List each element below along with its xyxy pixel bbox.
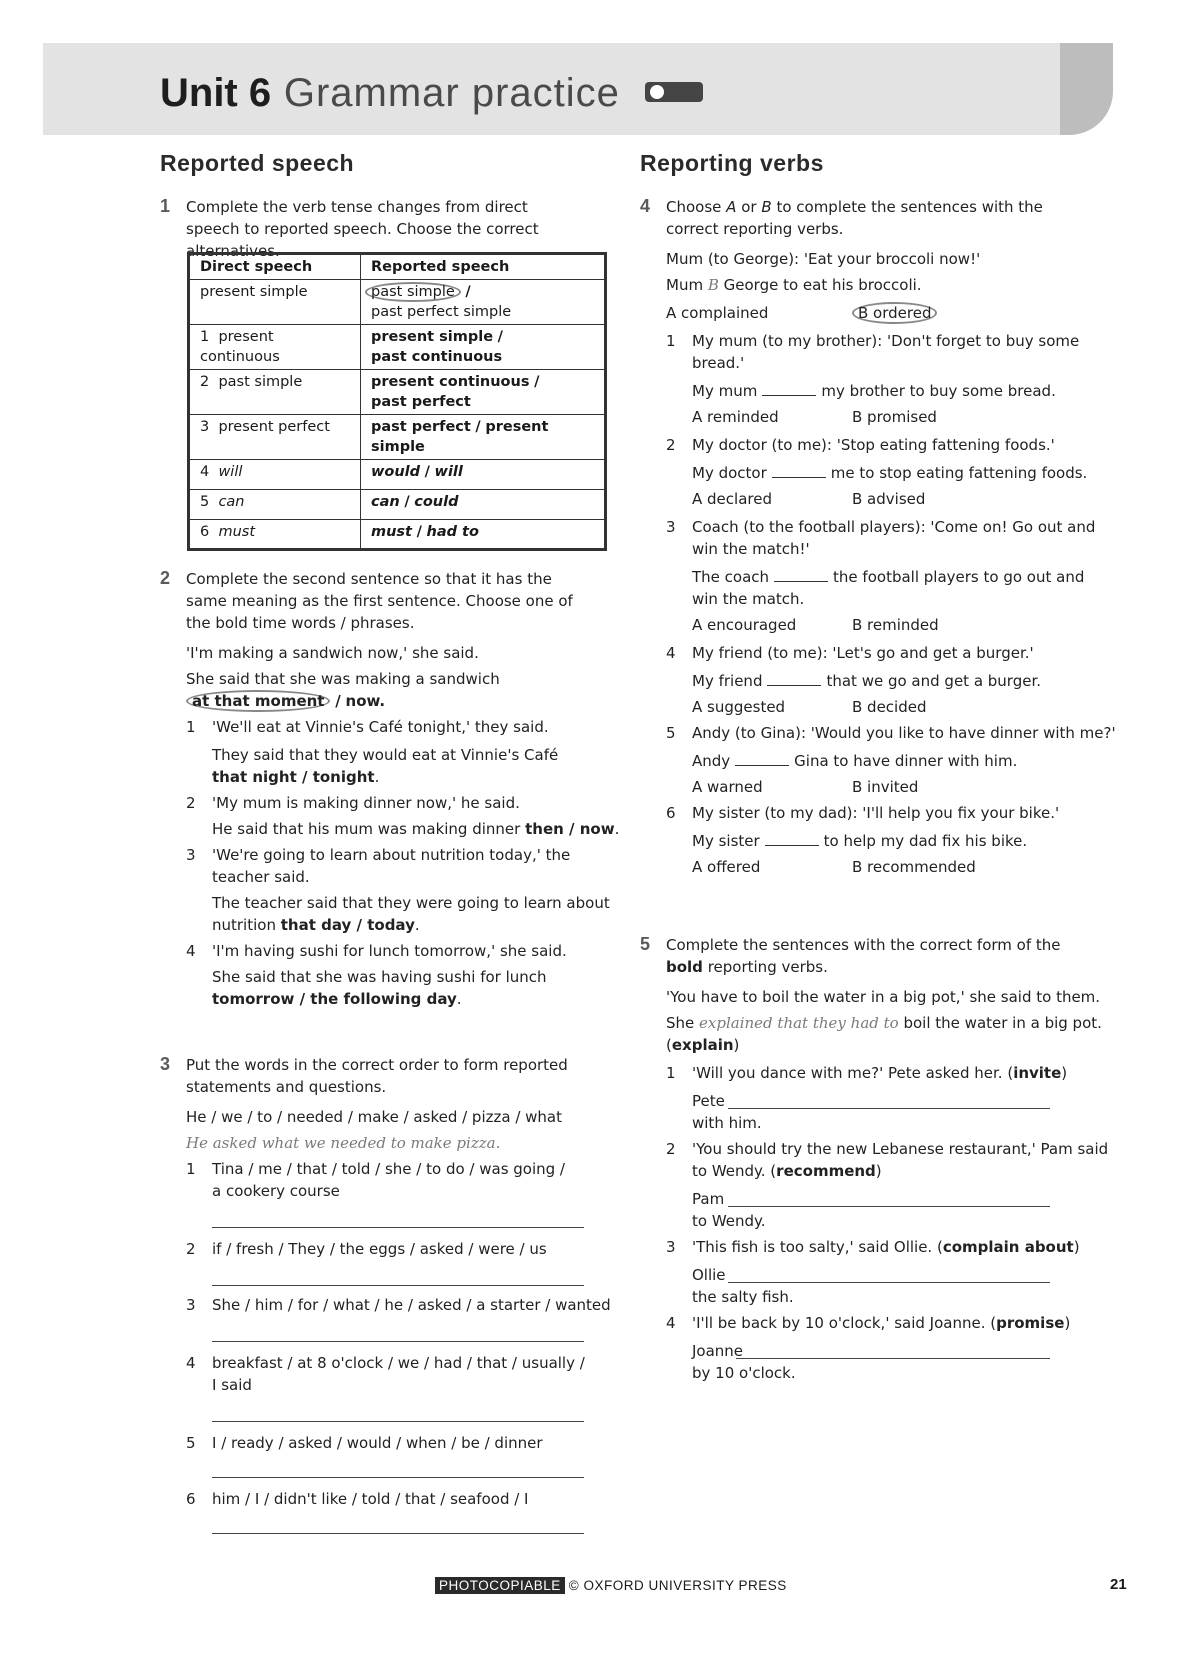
list-item: 6 My sister (to my dad): 'I'll help you fix your bike.' bbox=[666, 804, 1060, 822]
answer-line[interactable] bbox=[728, 1281, 1050, 1283]
exercise-number: 3 bbox=[160, 1054, 171, 1074]
answer-line[interactable] bbox=[736, 1357, 1050, 1359]
title-unit: Unit 6 bbox=[160, 71, 272, 115]
photocopiable-badge: PHOTOCOPIABLE bbox=[435, 1577, 565, 1594]
example-option-b[interactable]: B ordered bbox=[852, 302, 937, 324]
option-b[interactable]: B promised bbox=[852, 408, 937, 426]
cell-reported: must / had to bbox=[361, 520, 606, 550]
exercise-number: 4 bbox=[640, 196, 651, 216]
exercise-instruction: Complete the verb tense changes from direct speech to reported speech. Choose the correct alternatives. bbox=[186, 198, 539, 260]
table-row bbox=[189, 520, 606, 550]
answer-line[interactable] bbox=[212, 1340, 584, 1342]
option-b[interactable]: B reminded bbox=[852, 616, 939, 634]
option-b[interactable]: past perfect bbox=[371, 394, 471, 410]
item-end-words: by 10 o'clock. bbox=[692, 1364, 796, 1382]
example-answer: She said that she was making a sandwich bbox=[186, 670, 500, 688]
answer-blank[interactable] bbox=[765, 831, 819, 846]
list-item: 1 'Will you dance with me?' Pete asked her. (invite) bbox=[666, 1064, 1068, 1082]
option-a[interactable]: A offered bbox=[692, 858, 761, 876]
table-header-row bbox=[189, 254, 606, 280]
exercise-3 bbox=[160, 1054, 610, 1554]
table-row bbox=[189, 415, 606, 460]
item-answer: They said that they would eat at Vinnie's Café bbox=[212, 746, 559, 764]
list-item: 5 Andy (to Gina): 'Would you like to have dinner with me?' bbox=[666, 724, 1116, 742]
title-topic: Grammar practice bbox=[283, 71, 620, 115]
item-options: that night / tonight. bbox=[212, 768, 380, 786]
item-options: tomorrow / the following day. bbox=[212, 990, 462, 1008]
answer-line[interactable] bbox=[212, 1420, 584, 1422]
answer-blank[interactable] bbox=[735, 751, 789, 766]
option-a[interactable]: must bbox=[371, 524, 412, 540]
option-b[interactable]: had to bbox=[426, 524, 479, 540]
page-number: 21 bbox=[1110, 1576, 1127, 1593]
item-options: nutrition that day / today. bbox=[212, 916, 420, 934]
item-end-words: to Wendy. bbox=[692, 1212, 766, 1230]
item-question-cont: teacher said. bbox=[212, 868, 310, 886]
option-a[interactable]: A reminded bbox=[692, 408, 779, 426]
exercise-4 bbox=[640, 196, 1116, 916]
exercise-instruction: Choose A or B to complete the sentences with the correct reporting verbs. bbox=[666, 198, 1043, 238]
answer-line[interactable] bbox=[728, 1205, 1050, 1207]
list-item: 3 'This fish is too salty,' said Ollie. (complain about) bbox=[666, 1238, 1080, 1256]
option-a[interactable]: A declared bbox=[692, 490, 772, 508]
item-start-word: Pete bbox=[692, 1092, 725, 1110]
table-row bbox=[189, 490, 606, 520]
option-a[interactable]: present simple bbox=[371, 329, 494, 345]
option-a[interactable]: would bbox=[371, 464, 421, 480]
example-verb: (explain) bbox=[666, 1036, 740, 1054]
table-row bbox=[189, 280, 606, 325]
answer-blank[interactable] bbox=[767, 671, 821, 686]
circled-answer[interactable]: at that moment bbox=[186, 690, 330, 712]
option-b[interactable]: could bbox=[414, 494, 459, 510]
answer-line[interactable] bbox=[728, 1107, 1050, 1109]
list-item: 3 'We're going to learn about nutrition today,' the bbox=[186, 846, 571, 864]
example-option-a[interactable]: A complained bbox=[666, 304, 769, 322]
cell-direct: 2 past simple bbox=[189, 370, 361, 415]
item-end-words: the salty fish. bbox=[692, 1288, 794, 1306]
item-answer: She said that she was having sushi for lunch bbox=[212, 968, 547, 986]
option-b[interactable]: present simple bbox=[371, 419, 549, 455]
answer-line[interactable] bbox=[212, 1284, 584, 1286]
answer-blank[interactable] bbox=[774, 567, 828, 582]
option-b[interactable]: B advised bbox=[852, 490, 926, 508]
example-answer: She explained that they had to boil the water in a big pot. bbox=[666, 1014, 1102, 1032]
publisher-text: © OXFORD UNIVERSITY PRESS bbox=[568, 1578, 787, 1593]
table-header-reported: Reported speech bbox=[361, 254, 606, 280]
list-item: 6 him / I / didn't like / told / that / seafood / I bbox=[186, 1490, 529, 1508]
list-item: 5 I / ready / asked / would / when / be / dinner bbox=[186, 1434, 543, 1452]
exercise-number: 1 bbox=[160, 196, 171, 216]
list-item: 2 'My mum is making dinner now,' he said. bbox=[186, 794, 520, 812]
option-a[interactable]: present continuous bbox=[371, 374, 530, 390]
item-answer: He said that his mum was making dinner then / now. bbox=[212, 820, 620, 838]
list-item: 1 My mum (to my brother): 'Don't forget to buy some bbox=[666, 332, 1080, 350]
cell-reported: past simple / past perfect simple bbox=[361, 280, 606, 325]
list-item: 3 She / him / for / what / he / asked / a starter / wanted bbox=[186, 1296, 611, 1314]
section-heading-reporting-verbs: Reporting verbs bbox=[640, 150, 824, 176]
item-question-cont: to Wendy. (recommend) bbox=[692, 1162, 882, 1180]
cell-direct: 6 must bbox=[189, 520, 361, 550]
list-item: 2 if / fresh / They / the eggs / asked / were / us bbox=[186, 1240, 547, 1258]
cell-direct: present simple bbox=[189, 280, 361, 325]
item-end-words: with him. bbox=[692, 1114, 762, 1132]
tense-table bbox=[187, 252, 607, 551]
option-a[interactable]: A warned bbox=[692, 778, 763, 796]
option-b[interactable]: B recommended bbox=[852, 858, 976, 876]
cell-direct: 5 can bbox=[189, 490, 361, 520]
option-b[interactable]: B invited bbox=[852, 778, 919, 796]
cell-reported: present continuous / past perfect bbox=[361, 370, 606, 415]
header-corner-tab bbox=[1060, 43, 1113, 135]
exercise-instruction: Complete the sentences with the correct form of the bold reporting verbs. bbox=[666, 936, 1061, 976]
exercise-instruction: Complete the second sentence so that it has the same meaning as the first sentence. Choose one of the bold time words / phrases. bbox=[186, 570, 573, 632]
item-line-2: I said bbox=[212, 1376, 252, 1394]
cell-reported: can / could bbox=[361, 490, 606, 520]
cell-reported: present simple / past continuous bbox=[361, 325, 606, 370]
option-a[interactable]: A suggested bbox=[692, 698, 786, 716]
item-gap-sentence: My mum my brother to buy some bread. bbox=[692, 382, 1056, 400]
example-question: 'You have to boil the water in a big pot,' she said to them. bbox=[666, 988, 1101, 1006]
list-item: 2 'You should try the new Lebanese restaurant,' Pam said bbox=[666, 1140, 1109, 1158]
item-line-2: a cookery course bbox=[212, 1182, 340, 1200]
option-a[interactable]: can bbox=[371, 494, 400, 510]
example-question: He / we / to / needed / make / asked / pizza / what bbox=[186, 1108, 562, 1126]
exercise-number: 2 bbox=[160, 568, 171, 588]
list-item: 1 'We'll eat at Vinnie's Café tonight,' they said. bbox=[186, 718, 549, 736]
list-item: 2 My doctor (to me): 'Stop eating fattening foods.' bbox=[666, 436, 1055, 454]
example-answer: Mum B George to eat his broccoli. bbox=[666, 276, 922, 294]
item-start-word: Joanne bbox=[692, 1342, 744, 1360]
list-item: 4 breakfast / at 8 o'clock / we / had / that / usually / bbox=[186, 1354, 585, 1372]
answer-line[interactable] bbox=[212, 1476, 584, 1478]
example-question: Mum (to George): 'Eat your broccoli now!' bbox=[666, 250, 981, 268]
exercise-number: 5 bbox=[640, 934, 651, 954]
circled-answer[interactable]: past simple bbox=[365, 282, 461, 302]
item-gap-sentence: My doctor me to stop eating fattening foods. bbox=[692, 464, 1088, 482]
example-answer: He asked what we needed to make pizza. bbox=[186, 1134, 501, 1152]
section-heading-reported-speech: Reported speech bbox=[160, 150, 355, 176]
example-question: 'I'm making a sandwich now,' she said. bbox=[186, 644, 479, 662]
answer-blank[interactable] bbox=[772, 463, 826, 478]
answer-blank[interactable] bbox=[762, 381, 816, 396]
cell-reported: past perfect / present simple bbox=[361, 415, 606, 460]
exercise-instruction: Put the words in the correct order to form reported statements and questions. bbox=[186, 1056, 568, 1096]
example-options: at that moment / now. bbox=[186, 690, 385, 712]
page-title bbox=[160, 68, 703, 118]
list-item: 4 'I'm having sushi for lunch tomorrow,' she said. bbox=[186, 942, 567, 960]
list-item: 4 My friend (to me): 'Let's go and get a burger.' bbox=[666, 644, 1034, 662]
table-row bbox=[189, 370, 606, 415]
item-gap-sentence: My friend that we go and get a burger. bbox=[692, 672, 1042, 690]
cell-direct: 1 present continuous bbox=[189, 325, 361, 370]
footer-copyright bbox=[435, 1578, 787, 1593]
table-row bbox=[189, 460, 606, 490]
list-item: 4 'I'll be back by 10 o'clock,' said Joanne. (promise) bbox=[666, 1314, 1071, 1332]
item-answer: The teacher said that they were going to learn about bbox=[212, 894, 610, 912]
item-start-word: Pam bbox=[692, 1190, 725, 1208]
exercise-2 bbox=[160, 568, 620, 1038]
item-gap-sentence: The coach the football players to go out and bbox=[692, 568, 1085, 586]
answer-line[interactable] bbox=[212, 1532, 584, 1534]
option-b[interactable]: will bbox=[434, 464, 463, 480]
item-start-word: Ollie bbox=[692, 1266, 726, 1284]
item-question-cont: win the match!' bbox=[692, 540, 810, 558]
exercise-5 bbox=[640, 934, 1109, 1414]
table-header-direct: Direct speech bbox=[189, 254, 361, 280]
option-b[interactable]: past continuous bbox=[371, 349, 503, 365]
list-item: 3 Coach (to the football players): 'Come on! Go out and bbox=[666, 518, 1096, 536]
cell-reported: would / will bbox=[361, 460, 606, 490]
item-gap-sentence: Andy Gina to have dinner with him. bbox=[692, 752, 1018, 770]
table-row bbox=[189, 325, 606, 370]
level-badge-icon bbox=[645, 82, 703, 102]
item-gap-sentence-cont: win the match. bbox=[692, 590, 805, 608]
cell-direct: 3 present perfect bbox=[189, 415, 361, 460]
option-b[interactable]: B decided bbox=[852, 698, 927, 716]
cell-direct: 4 will bbox=[189, 460, 361, 490]
answer-line[interactable] bbox=[212, 1226, 584, 1228]
list-item: 1 Tina / me / that / told / she / to do / was going / bbox=[186, 1160, 565, 1178]
item-gap-sentence: My sister to help my dad fix his bike. bbox=[692, 832, 1028, 850]
option-a[interactable]: past perfect bbox=[371, 419, 471, 435]
item-question-cont: bread.' bbox=[692, 354, 745, 372]
option-a[interactable]: A encouraged bbox=[692, 616, 797, 634]
